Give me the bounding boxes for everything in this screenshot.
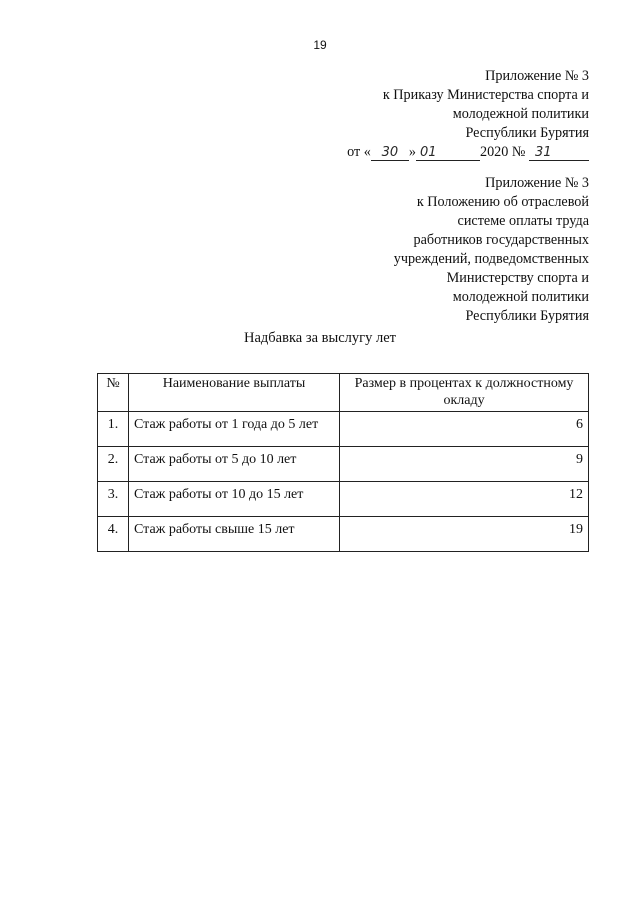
row-number: 1. [98, 412, 129, 447]
row-percent-value: 19 [340, 517, 589, 552]
page-number: 19 [313, 38, 327, 52]
appendix-regulation-line: Республики Бурятия [465, 308, 589, 324]
appendix-regulation-line: молодежной политики [452, 289, 589, 305]
appendix-order-block [347, 67, 589, 162]
appendix-regulation-line: Министерству спорта и [446, 270, 589, 286]
table-row [98, 447, 589, 482]
row-payment-name: Стаж работы от 10 до 15 лет [129, 482, 340, 517]
row-percent-value: 9 [340, 447, 589, 482]
row-number: 3. [98, 482, 129, 517]
appendix-regulation-line: к Положению об отраслевой [416, 194, 589, 210]
allowance-table [97, 373, 589, 552]
document-title: Надбавка за выслугу лет [244, 330, 396, 346]
row-number: 4. [98, 517, 129, 552]
appendix-regulation-line: Приложение № 3 [485, 175, 589, 191]
row-payment-name: Стаж работы свыше 15 лет [129, 517, 340, 552]
order-date-line [347, 143, 589, 162]
date-year: 2020 № [479, 144, 526, 160]
table-row [98, 412, 589, 447]
order-number-handwritten: 31 [529, 145, 589, 161]
appendix-regulation-block [394, 174, 589, 326]
header-number: № [98, 374, 129, 412]
appendix-order-line: Республики Бурятия [465, 125, 589, 141]
row-payment-name: Стаж работы от 5 до 10 лет [129, 447, 340, 482]
table-row [98, 517, 589, 552]
header-percent-size: Размер в процентах к должностному окладу [340, 374, 589, 412]
appendix-order-line: Приложение № 3 [485, 68, 589, 84]
header-payment-name: Наименование выплаты [129, 374, 340, 412]
date-prefix: от « [347, 144, 371, 160]
row-percent-value: 6 [340, 412, 589, 447]
table-row [98, 482, 589, 517]
date-day-handwritten: 30 [371, 145, 409, 161]
table-header-row [98, 374, 589, 412]
appendix-regulation-line: системе оплаты труда [457, 213, 589, 229]
date-mid: » [408, 144, 416, 160]
appendix-order-line: молодежной политики [452, 106, 589, 122]
row-payment-name: Стаж работы от 1 года до 5 лет [129, 412, 340, 447]
appendix-regulation-line: учреждений, подведомственных [393, 251, 589, 267]
appendix-order-line: к Приказу Министерства спорта и [382, 87, 589, 103]
row-percent-value: 12 [340, 482, 589, 517]
appendix-regulation-line: работников государственных [413, 232, 589, 248]
row-number: 2. [98, 447, 129, 482]
date-month-handwritten: 01 [416, 145, 480, 161]
